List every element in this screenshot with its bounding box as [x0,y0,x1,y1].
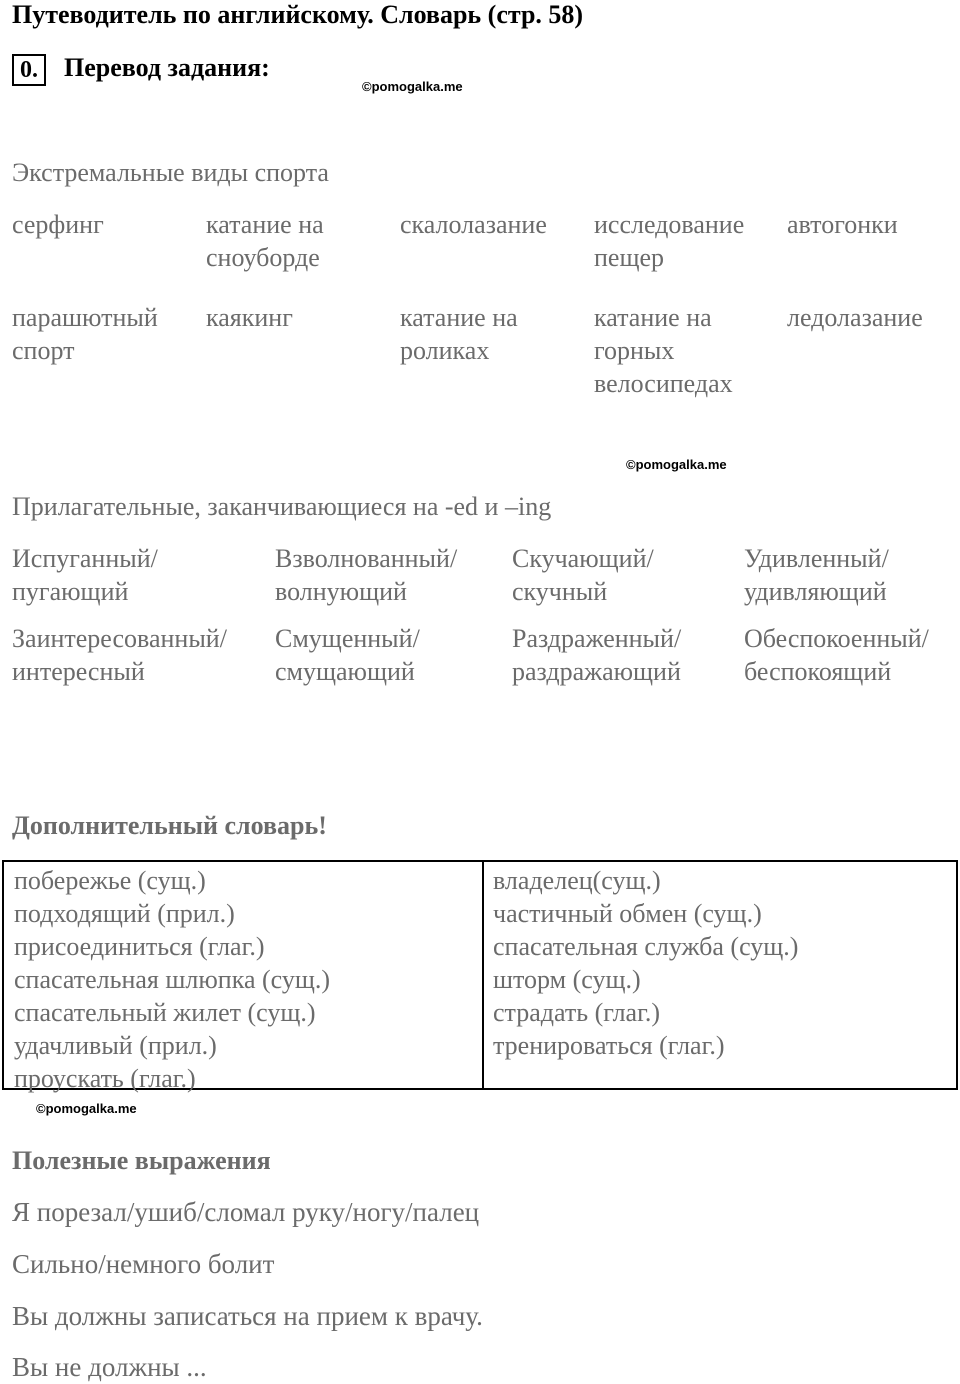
vocab-item: спасательная шлюпка (сущ.) [14,965,331,994]
vocab-item: тренироваться (глаг.) [493,1031,725,1060]
vocab-item: страдать (глаг.) [493,998,660,1027]
adjective-pair: Обеспокоенный/ беспокоящий [744,624,929,686]
sport-item: катание на сноуборде [206,210,324,272]
phrase-item: Я порезал/ушиб/сломал руку/ногу/палец [12,1197,480,1227]
vocab-column-left [14,864,330,1095]
adjectives-heading: Прилагательные, заканчивающиеся на -ed и –ing [12,492,552,521]
phrase-item: Вы не должны ... [12,1352,207,1382]
extra-vocab-heading: Дополнительный словарь! [12,811,327,840]
adjective-pair: Смущенный/ смущающий [275,624,420,686]
sport-item: катание на горных велосипедах [594,303,733,398]
adjective-pair: Испуганный/ пугающий [12,544,158,606]
extreme-sports-heading: Экстремальные виды спорта [12,158,329,187]
vocab-item: присоединиться (глаг.) [14,932,265,961]
sport-item: парашютный спорт [12,303,158,365]
vocab-item: удачливый (прил.) [14,1031,217,1060]
vocab-item: спасательный жилет (сущ.) [14,998,316,1027]
task-number-box: 0. [12,54,46,86]
vocab-item: проускать (глаг.) [14,1064,196,1093]
watermark: ©pomogalka.me [36,1101,137,1116]
vocab-item: владелец(сущ.) [493,866,661,895]
phrases-heading: Полезные выражения [12,1146,271,1175]
sport-item: автогонки [787,210,898,239]
sport-item: ледолазание [787,303,923,332]
phrase-item: Вы должны записаться на прием к врачу. [12,1301,483,1331]
vocab-column-right [493,864,798,1062]
table-divider [482,862,484,1088]
adjective-pair: Скучающий/ скучный [512,544,654,606]
sport-item: скалолазание [400,210,547,239]
watermark: ©pomogalka.me [626,457,727,472]
vocab-item: частичный обмен (сущ.) [493,899,762,928]
sport-item: серфинг [12,210,104,239]
page-title: Путеводитель по английскому. Словарь (стр. 58) [12,0,584,29]
sport-item: каякинг [206,303,293,332]
sport-item: катание на роликах [400,303,518,365]
vocab-item: побережье (сущ.) [14,866,206,895]
vocab-item: спасательная служба (сущ.) [493,932,799,961]
watermark: ©pomogalka.me [362,79,463,94]
task-label: Перевод задания: [64,53,270,82]
extra-vocab-table [2,860,958,1093]
vocab-item: подходящий (прил.) [14,899,235,928]
adjective-pair: Удивленный/ удивляющий [744,544,889,606]
phrase-item: Сильно/немного болит [12,1249,275,1279]
adjective-pair: Заинтересованный/ интересный [12,624,227,686]
sport-item: исследование пещер [594,210,745,272]
adjective-pair: Раздраженный/ раздражающий [512,624,682,686]
vocab-item: шторм (сущ.) [493,965,641,994]
adjective-pair: Взволнованный/ волнующий [275,544,458,606]
